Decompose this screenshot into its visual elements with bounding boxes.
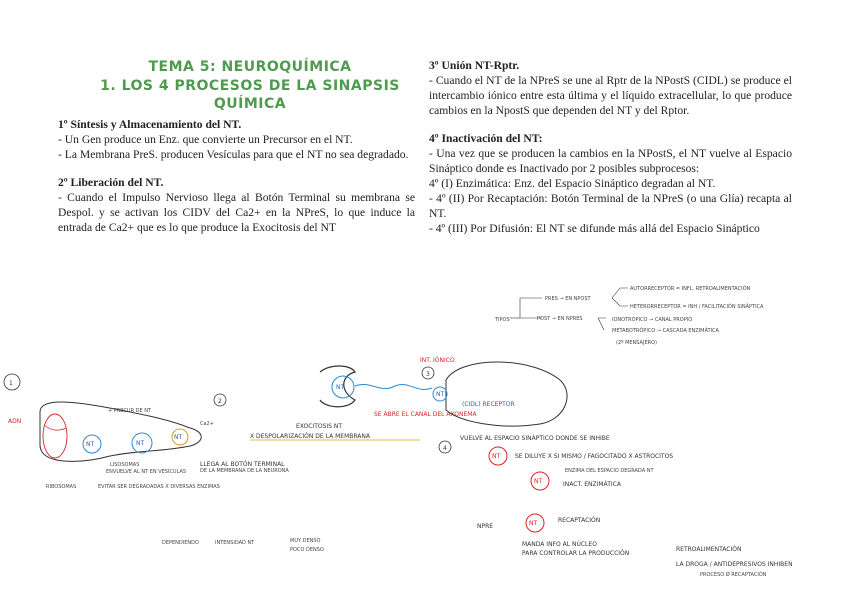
controlar-label: PARA CONTROLAR LA PRODUCCIÓN — [522, 550, 630, 557]
nt-diffusion-label: NT — [492, 453, 501, 460]
section-2-heading: 2º Liberación del NT. — [58, 176, 164, 189]
enzima-label: ENZIMA DEL ESPACIO DEGRADA NT — [565, 468, 654, 474]
metabotropico-label: METABOTRÓPICO → CASCADA ENZIMÁTICA — [612, 328, 719, 334]
lisosomas-label: LISOSOMAS — [110, 462, 140, 468]
section-1-paragraph-1: - Un Gen produce un Enz. que convierte un Precursor en el NT. — [58, 133, 353, 146]
nt-wave — [355, 384, 432, 389]
dependiendo-label: DEPENDIENDO — [162, 540, 199, 546]
section-3-paragraph-1: - Cuando el NT de la NPreS se une al Rptr de la NPostS (CIDL) se produce el intercambio iónico entre esta última y el líquido extracellular, lo que produce cambios en la NpostS que dependen del NT y del Rptor. — [429, 74, 792, 117]
pres-en-npost-label: PRES → EN NPOST — [545, 296, 591, 302]
step-3-number: 3 — [426, 371, 430, 378]
title-line-1: TEMA 5: NEUROQUÍMICA — [148, 59, 352, 75]
int-ionico-label: INT. IÓNICO — [420, 357, 455, 364]
llega-label: LLEGA AL BOTÓN TERMINAL — [200, 461, 285, 468]
droga-label: LA DROGA / ANTIDEPRESIVOS INHIBEN — [676, 561, 793, 568]
heterorreceptor-label: HETERORRECEPTOR = INH / FACILITACIÓN SINÁPTICA — [630, 304, 764, 310]
precursor-label: + PRECUR DE NT — [108, 408, 152, 414]
nt-vesicle-label: NT — [336, 384, 345, 391]
vesicle-3-label: NT — [174, 434, 183, 441]
intensidad-label: INTENSIDAD NT — [215, 540, 255, 546]
pres-branches — [612, 288, 628, 306]
inact-label: INACT. ENZIMÁTICA — [563, 481, 621, 488]
recaptacion-label: RECAPTACIÓN — [558, 517, 601, 524]
ionotropico-label: IONOTRÓPICO → CANAL PROPIO — [612, 317, 693, 323]
muy-denso-label: MUY DENSO — [290, 538, 321, 544]
vesicle-1-label: NT — [86, 441, 95, 448]
title-line-3: QUÍMICA — [213, 96, 287, 112]
nt-enzymatic-label: NT — [534, 478, 543, 485]
ca-label: Ca2+ — [200, 421, 214, 427]
nucleus — [43, 414, 67, 458]
post-en-npres-label: POST → EN NPRES — [537, 316, 583, 322]
membrana-neurona-label: DE LA MEMBRANA DE LA NEURONA — [200, 468, 289, 474]
section-4-paragraph-2: 4º (I) Enzimática: Enz. del Espacio Sináptico degradan al NT. — [429, 177, 716, 190]
nt-reuptake-label: NT — [529, 520, 538, 527]
abre-label: SE ABRE EL CANAL DEL AXONEMA — [374, 411, 477, 418]
diluye-label: SE DILUYE X SI MISMO / FAGOCITADO X ASTROCITOS — [515, 453, 674, 460]
proceso-label: PROCESO Ø RECAPTACIÓN — [700, 572, 767, 578]
cidl-label: (CIDL) RECEPTOR — [462, 401, 515, 408]
dna-strand — [44, 425, 66, 430]
right-column — [429, 58, 792, 236]
envuelve-label: ENVUELVE AL NT EN VESÍCULAS — [106, 469, 187, 475]
section-4-heading: 4º Inactivación del NT: — [429, 132, 543, 145]
section-3-heading: 3º Unión NT-Rptr. — [429, 59, 520, 72]
left-column — [58, 117, 415, 235]
mensajero-label: (2º MENSAJERO) — [616, 340, 657, 346]
npre-label: NPRE — [477, 523, 494, 530]
section-4-paragraph-4: - 4º (III) Por Difusión: El NT se difunde más allá del Espacio Sináptico — [429, 222, 760, 235]
synapse-sketch — [0, 260, 848, 599]
section-2-paragraph-1: - Cuando el Impulso Nervioso llega al Botón Terminal su membrana se Despol. y se activan los CIDV del Ca2+ en la NPreS, lo que induce la entrada de Ca2+ que es lo que produce la Exocitosis del NT — [58, 191, 415, 234]
section-1-paragraph-2: - La Membrana PreS. producen Vesículas para que el NT no sea degradado. — [58, 148, 409, 161]
tipos-branches — [520, 298, 542, 318]
exocitosis-label: EXOCITOSIS NT — [296, 423, 343, 430]
step-2-number: 2 — [218, 398, 222, 405]
post-branches — [598, 318, 606, 330]
despol-label: X DESPOLARIZACIÓN DE LA MEMBRANA — [250, 433, 370, 440]
manda-label: MANDA INFO AL NÚCLEO — [522, 541, 597, 548]
evitar-label: EVITAR SER DEGRADADAS X DIVERSAS ENZIMAS — [98, 484, 220, 490]
receptor-site-label: NT — [436, 391, 445, 398]
tipos-label: TIPOS — [495, 317, 510, 323]
vuelve-label: VUELVE AL ESPACIO SINÁPTICO DONDE SE INHIBE — [460, 435, 610, 442]
vesicle-2-label: NT — [136, 440, 145, 447]
retroal-label: RETROALIMENTACIÓN — [676, 546, 742, 553]
poco-denso-label: POCO DENSO — [290, 547, 324, 553]
step-4-number: 4 — [443, 445, 447, 452]
section-4-paragraph-3: - 4º (II) Por Recaptación: Botón Terminal de la NPreS (o una Glía) recapta al NT. — [429, 192, 792, 220]
autorreceptor-label: AUTORRECEPTOR = INFL. RETROALIMENTACIÓN — [630, 286, 751, 292]
ribosomas-label: RIBOSOMAS — [46, 484, 77, 490]
section-1-heading: 1º Síntesis y Almacenamiento del NT. — [58, 118, 242, 131]
step-1-number: 1 — [9, 380, 13, 387]
adn-label: ADN — [8, 418, 22, 425]
section-4-paragraph-1: - Una vez que se producen la cambios en la NPostS, el NT vuelve al Espacio Sináptico donde es Inactivado por 2 posibles subprocesos: — [429, 147, 792, 175]
title-line-2: 1. LOS 4 PROCESOS DE LA SINAPSIS — [100, 78, 400, 94]
